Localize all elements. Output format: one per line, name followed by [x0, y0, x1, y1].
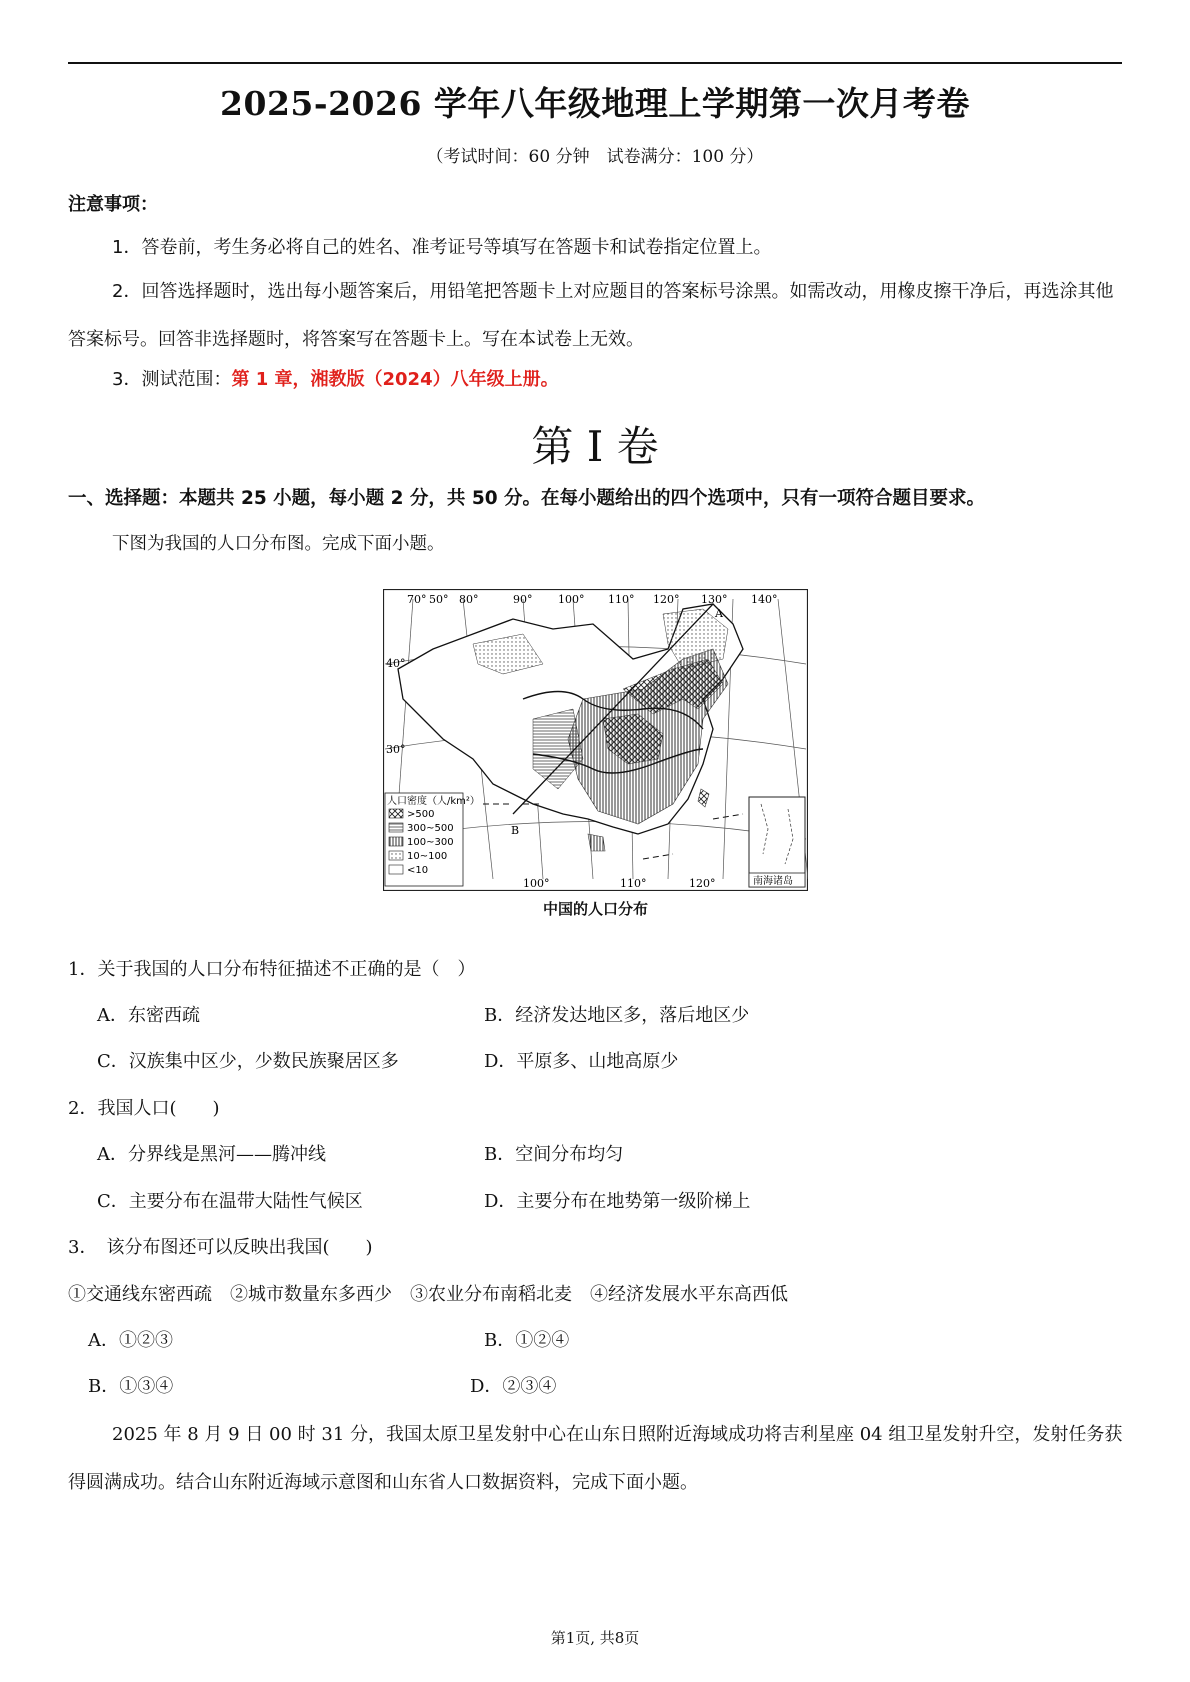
page-title: 2025-2026 学年八年级地理上学期第一次月考卷	[220, 84, 970, 123]
top-lon-110: 110°	[608, 593, 635, 606]
south-china-sea-inset	[749, 797, 805, 887]
lat-40: 40°	[386, 657, 406, 670]
top-lon-90: 90°	[513, 593, 533, 606]
legend-swatch-300	[389, 823, 403, 832]
q2-option-c[interactable]: C．主要分布在温带大陆性气候区	[97, 1191, 363, 1212]
legend-title: 人口密度（人/km²）	[387, 796, 480, 807]
point-b-label: B	[511, 824, 520, 837]
notice-item-3-prefix: 3．测试范围：	[112, 369, 232, 390]
q1-option-c[interactable]: C．汉族集中区少，少数民族聚居区多	[97, 1051, 399, 1072]
legend-item-2: 300~500	[407, 823, 454, 834]
passage-text: 2025 年 8 月 9 日 00 时 31 分，我国太原卫星发射中心在山东日照附近海域成功将吉利星座 04 组卫星发射升空，发射任务获得圆满成功。结合山东附近海域示意图和山东省人口数据资料，完成下面小题。	[68, 1424, 1123, 1493]
q3-option-4[interactable]: D．②③④	[470, 1376, 557, 1397]
legend-swatch-lt10	[389, 865, 403, 874]
section-heading: 一、选择题：本题共 25 小题，每小题 2 分，共 50 分。在每小题给出的四个选项中，只有一项符合题目要求。	[68, 488, 986, 509]
legend-item-5: <10	[407, 865, 429, 876]
point-a-label: A	[715, 607, 723, 620]
question-3-stem: 3． 该分布图还可以反映出我国( )	[68, 1237, 373, 1258]
lat-30: 30°	[386, 743, 406, 756]
volume-title: 第 I 卷	[531, 422, 659, 471]
question-2-stem: 2．我国人口( )	[68, 1098, 220, 1119]
legend-item-3: 100~300	[407, 837, 454, 848]
notice-item-2: 2．回答选择题时，选出每小题答案后，用铅笔把答题卡上对应题目的答案标号涂黑。如需改动，用橡皮擦干净后，再选涂其他答案标号。回答非选择题时，将答案写在答题卡上。写在本试卷上无效。	[68, 281, 1114, 350]
top-lon-80: 80°	[459, 593, 479, 606]
bottom-lon-120: 120°	[689, 877, 716, 890]
notice-item-3	[68, 356, 1122, 404]
legend-item-1: >500	[407, 809, 435, 820]
section-intro: 下图为我国的人口分布图。完成下面小题。	[112, 534, 445, 554]
legend-swatch-100	[389, 837, 403, 846]
top-lon-50: 50°	[429, 593, 449, 606]
test-scope: 第 1 章，湘教版（2024）八年级上册。	[231, 369, 559, 390]
bottom-lon-110: 110°	[620, 877, 647, 890]
page-footer: 第1页, 共8页	[550, 1629, 640, 1647]
population-map	[383, 589, 808, 891]
top-lon-70: 70°	[407, 593, 427, 606]
top-lon-140: 140°	[751, 593, 778, 606]
top-lon-120: 120°	[653, 593, 680, 606]
question-3-statements: ①交通线东密西疏 ②城市数量东多西少 ③农业分布南稻北麦 ④经济发展水平东高西低	[68, 1284, 788, 1305]
q2-option-d[interactable]: D．主要分布在地势第一级阶梯上	[484, 1191, 751, 1212]
bottom-lon-100: 100°	[523, 877, 550, 890]
notice-item-1: 1．答卷前，考生务必将自己的姓名、准考证号等填写在答题卡和试卷指定位置上。	[112, 237, 772, 258]
top-lon-130: 130°	[701, 593, 728, 606]
q3-option-3[interactable]: B．①③④	[88, 1376, 174, 1397]
q2-option-b[interactable]: B．空间分布均匀	[484, 1144, 624, 1165]
top-lon-100: 100°	[558, 593, 585, 606]
q1-option-a[interactable]: A．东密西疏	[97, 1005, 200, 1026]
q2-option-a[interactable]: A．分界线是黑河——腾冲线	[97, 1144, 326, 1165]
notice-heading: 注意事项：	[68, 194, 158, 215]
q3-option-1[interactable]: A．①②③	[88, 1330, 173, 1351]
q1-option-d[interactable]: D．平原多、山地高原少	[484, 1051, 679, 1072]
q1-option-b[interactable]: B．经济发达地区多，落后地区少	[484, 1005, 750, 1026]
map-caption: 中国的人口分布	[542, 900, 648, 918]
exam-info: （考试时间：60 分钟 试卷满分：100 分）	[426, 147, 764, 167]
inset-label: 南海诸岛	[753, 876, 793, 887]
question-1-stem: 1．关于我国的人口分布特征描述不正确的是（ ）	[68, 959, 476, 980]
legend-swatch-10	[389, 851, 403, 860]
q3-option-2[interactable]: B．①②④	[484, 1330, 570, 1351]
header-rule	[68, 62, 1122, 64]
legend-item-4: 10~100	[407, 851, 448, 862]
legend-swatch-500	[389, 809, 403, 818]
